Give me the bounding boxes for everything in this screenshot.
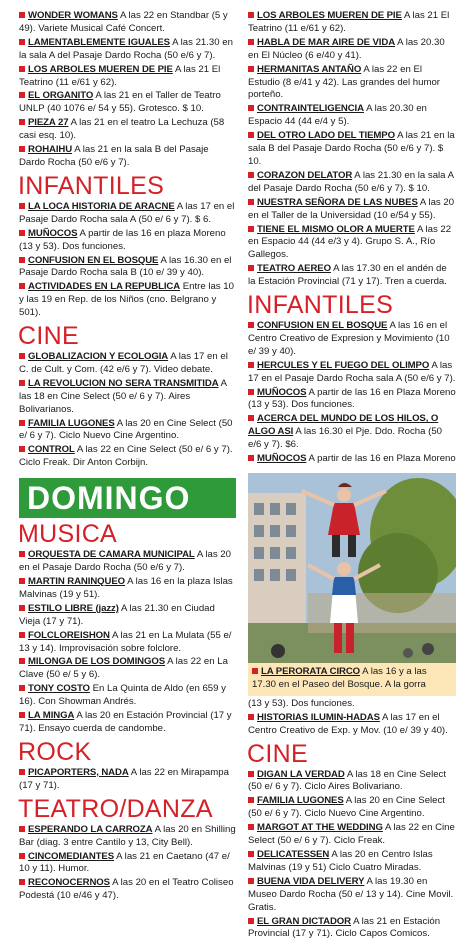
- bullet-icon: [19, 879, 25, 885]
- bullet-icon: [19, 119, 25, 125]
- listing-details: A las 17.30 en el andén de la Estación Provincial (71 y 17). Tren a cuerda.: [248, 263, 447, 288]
- bullet-icon: [252, 668, 258, 674]
- listing-details: A las 20 en Centro Islas Malvinas (19 y 51) Ciclo Cuatro Miradas.: [248, 848, 433, 873]
- listing-entry: [19, 603, 236, 629]
- listing-details: A las 20 en el Taller de la Universidad (10 e/54 y 55).: [248, 196, 455, 221]
- listing-entry: [248, 360, 456, 386]
- bullet-icon: [19, 257, 25, 263]
- left-column: [19, 10, 236, 904]
- listing-details: A las 16 en la plaza Islas Malvinas (19 y 51).: [19, 576, 233, 600]
- bullet-icon: [248, 39, 254, 45]
- listing-title: DIGAN LA VERDAD: [257, 768, 345, 780]
- listing-details: A las 21 en el teatro La Lechuza (58 casi esq. 10).: [19, 117, 225, 142]
- bullet-icon: [19, 12, 25, 18]
- bullet-icon: [248, 415, 254, 421]
- bullet-icon: [248, 851, 254, 857]
- listing-details: A las 22 en Cine Select (50 e/ 6 y 7). Ciclo Freak. Dir Anton Corbijn.: [19, 444, 233, 469]
- right-column: [248, 10, 456, 942]
- bullet-icon: [248, 132, 254, 138]
- listing-title: LOS ARBOLES MUEREN DE PIE: [257, 10, 402, 21]
- listing-details: A las 21.30 en la sala A del Pasaje Dardo Rocha (50 e/6 y 7). $ 10.: [248, 169, 454, 194]
- listing-title: MUÑOCOS: [257, 386, 307, 398]
- listing-details: A las 22 en Standbar (5 y 49). Variete Musical Café Concert.: [19, 10, 228, 34]
- listing-title: ACERCA DEL MUNDO DE LOS HILOS, O ALGO ASI: [248, 413, 439, 438]
- theatre-listings-left: [19, 10, 236, 170]
- listing-entry: [248, 197, 456, 223]
- bullet-icon: [19, 685, 25, 691]
- listing-entry: [248, 769, 456, 795]
- listing-entry: [248, 170, 456, 196]
- listing-title: CONTRAINTELIGENCIA: [257, 103, 364, 115]
- listing-title: BUENA VIDA DELIVERY: [257, 875, 365, 887]
- listing-details: A las 17 en el Pasaje Dardo Rocha sala A (50 e/ 6 y 7). $ 6.: [19, 200, 235, 225]
- listing-details: A las 17 en el C. de Cult. y Com. (42 e/6 y 7). Video debate.: [19, 351, 228, 375]
- caption-entry: [252, 666, 452, 692]
- listing-details: A partir de las 16 en Plaza Moreno: [306, 453, 456, 465]
- bullet-icon: [19, 769, 25, 775]
- bullet-icon: [19, 230, 25, 236]
- bullet-icon: [19, 353, 25, 359]
- listing-title: GLOBALIZACION Y ECOLOGIA: [28, 351, 169, 363]
- bullet-icon: [19, 632, 25, 638]
- bullet-icon: [248, 226, 254, 232]
- listing-title: MARTIN RANINQUEO: [28, 576, 125, 587]
- cine-listings-left: [19, 351, 236, 470]
- listing-title: CINCOMEDIANTES: [28, 850, 115, 862]
- bullet-icon: [19, 146, 25, 152]
- bullet-icon: [248, 389, 254, 395]
- listing-title: ESPERANDO LA CARROZA: [28, 823, 153, 835]
- listing-entry: [19, 228, 236, 254]
- bullet-icon: [248, 455, 254, 461]
- listing-title: HERCULES Y EL FUEGO DEL OLIMPO: [257, 359, 430, 371]
- section-heading-rock: ROCK: [18, 737, 92, 766]
- listing-details: A las 21.30 en Ciudad Vieja (17 y 71).: [19, 602, 215, 627]
- listing-entry: [248, 712, 456, 738]
- infantiles-listings-right-after: [248, 712, 456, 738]
- musica-listings: [19, 549, 236, 736]
- listing-title: HABLA DE MAR AIRE DE VIDA: [257, 36, 396, 48]
- listing-details: A las 21 en Estación Provincial (17 y 71). Ciclo Capos Comicos.: [248, 915, 441, 940]
- caption-continuation: (13 y 53). Dos funciones.: [248, 697, 355, 709]
- bullet-icon: [248, 714, 254, 720]
- listing-entry: [248, 64, 456, 103]
- listing-entry: [19, 144, 236, 170]
- bullet-icon: [19, 203, 25, 209]
- listing-entry: [248, 795, 456, 821]
- listing-details: A las 21 en la sala B del Pasaje Dardo Rocha (50 e/6 y 7). $ 10.: [248, 130, 455, 167]
- photo-caption: [248, 663, 456, 696]
- section-heading-cine-right: CINE: [247, 739, 308, 768]
- listing-title: PICAPORTERS, NADA: [28, 766, 129, 778]
- listing-title: MILONGA DE LOS DOMINGOS: [28, 656, 165, 668]
- listing-entry: [248, 413, 456, 452]
- section-heading-infantiles: INFANTILES: [18, 171, 165, 200]
- listing-details: A las 20.30 en Espacio 44 (44 e/4 y 5).: [248, 103, 427, 128]
- listing-title: WONDER WOMANS: [28, 10, 118, 21]
- bullet-icon: [19, 380, 25, 386]
- listing-details: A las 21.30 en la sala A del Pasaje Dardo Rocha (50 e/6 y 7).: [19, 36, 233, 61]
- listing-entry: [19, 576, 236, 602]
- listing-entry: [248, 387, 456, 413]
- listing-title: EL GRAN DICTADOR: [257, 915, 351, 927]
- section-heading-infantiles-right: INFANTILES: [247, 291, 394, 320]
- bullet-icon: [19, 66, 25, 72]
- cine-listings-right: [248, 769, 456, 942]
- bullet-icon: [248, 265, 254, 271]
- listing-title: DELICATESSEN: [257, 848, 330, 860]
- listing-entry: [19, 281, 236, 320]
- listing-entry: [19, 683, 236, 709]
- listing-entry: [248, 103, 456, 129]
- listing-details: A las 17 en el Centro Creativo de Exp. y Mov. (10 e/ 39 y 40).: [248, 711, 448, 736]
- listing-details: A las 20 en Shilling Bar (diag. 3 entre Cantilo y 13, City Bell).: [19, 823, 236, 848]
- listing-details: Entre las 10 y las 19 en Rep. de los Niños (cno. Belgrano y 501).: [19, 281, 234, 319]
- bullet-icon: [19, 578, 25, 584]
- listing-details: A las 21 en Caetano (47 e/ 10 y 11). Humor.: [19, 850, 230, 875]
- listing-entry: [19, 630, 236, 656]
- day-banner-domingo: DOMINGO: [19, 478, 236, 518]
- listing-entry: [248, 453, 456, 466]
- bullet-icon: [248, 824, 254, 830]
- bullet-icon: [248, 199, 254, 205]
- listing-title: FOLCLOREISHON: [28, 629, 110, 641]
- listing-details: A las 16.30 en el Pasaje Dardo Rocha sala B (10 e/ 39 y 40).: [19, 254, 232, 279]
- listing-title: TIENE EL MISMO OLOR A MUERTE: [257, 223, 415, 235]
- listing-title: EL ORGANITO: [28, 90, 94, 102]
- listing-title: FAMILIA LUGONES: [28, 417, 115, 429]
- listing-title: HISTORIAS ILUMIN-HADAS: [257, 711, 380, 723]
- listing-title: ORQUESTA DE CAMARA MUNICIPAL: [28, 549, 195, 561]
- listing-entry: [248, 320, 456, 359]
- listing-details: A las 17 en el Pasaje Dardo Rocha sala A (50 e/6 y 7).: [248, 359, 456, 384]
- bullet-icon: [19, 658, 25, 664]
- bullet-icon: [19, 826, 25, 832]
- bullet-icon: [19, 446, 25, 452]
- listing-details: A las 19.30 en Museo Dardo Rocha (50 e/ 13 y 14). Cine Movil. Gratis.: [248, 875, 454, 913]
- listing-details: A las 20.30 en El Núcleo (6 e/40 y 41).: [248, 36, 445, 61]
- listing-entry: [248, 224, 456, 263]
- listing-details: A las 21 en La Mulata (55 e/ 13 y 14). Improvisación sobre folclore.: [19, 629, 232, 654]
- listing-entry: [19, 90, 236, 116]
- listing-details: A las 16.30 el Pje. Ddo. Rocha (50 e/6 y 7). $6.: [248, 426, 443, 451]
- listing-details: A las 22 en La Clave (50 e/ 5 y 6).: [19, 656, 228, 681]
- bullet-icon: [19, 712, 25, 718]
- caption-title: LA PERORATA CIRCO: [261, 666, 361, 677]
- listing-entry: [19, 767, 236, 793]
- bullet-icon: [248, 322, 254, 328]
- bullet-icon: [248, 771, 254, 777]
- listing-entry: [19, 37, 236, 63]
- listing-title: FAMILIA LUGONES: [257, 795, 344, 807]
- listing-title: PIEZA 27: [28, 117, 69, 129]
- section-heading-musica: MUSICA: [18, 520, 118, 549]
- listing-details: A las 20 en el Pasaje Dardo Rocha (50 e/6 y 7).: [19, 549, 231, 574]
- bullet-icon: [19, 283, 25, 289]
- listing-details: A partir de las 16 en plaza Moreno (13 y 53). Dos funciones.: [19, 227, 226, 252]
- listing-entry: [248, 849, 456, 875]
- bullet-icon: [248, 172, 254, 178]
- listing-details: En La Quinta de Aldo (en 659 y 16). Con Showman Andrés.: [19, 683, 226, 708]
- listing-details: A las 20 en Cine Select (50 e/ 6 y 7). Ciclo Nuevo Cine Argentino.: [19, 417, 233, 442]
- bullet-icon: [19, 420, 25, 426]
- listing-entry: [19, 824, 236, 850]
- listing-details: A partir de las 16 en Plaza Moreno (13 y 53). Dos funciones.: [248, 386, 456, 411]
- listing-title: ROHAIHU: [28, 144, 73, 156]
- listing-title: ESTILO LIBRE (jazz): [28, 602, 119, 614]
- bullet-icon: [19, 853, 25, 859]
- section-heading-cine: CINE: [18, 322, 79, 351]
- listing-entry: [248, 10, 456, 36]
- bullet-icon: [19, 92, 25, 98]
- listing-title: CONTROL: [28, 444, 75, 456]
- listing-title: MUÑOCOS: [28, 227, 78, 239]
- bullet-icon: [248, 66, 254, 72]
- listing-title: ACTIVIDADES EN LA REPUBLICA: [28, 281, 181, 293]
- circus-performers-illustration: [248, 473, 456, 663]
- listing-entry: [19, 378, 236, 417]
- listing-title: TONY COSTO: [28, 683, 90, 695]
- listing-entry: [19, 877, 236, 903]
- listing-title: LA REVOLUCION NO SERA TRANSMITIDA: [28, 377, 219, 389]
- listing-entry: [248, 822, 456, 848]
- listing-entry: [19, 418, 236, 444]
- listing-details: A las 22 en Mirapampa (17 y 71).: [19, 766, 229, 791]
- listing-entry: [19, 351, 236, 377]
- listing-entry: [19, 255, 236, 281]
- listing-title: LA MINGA: [28, 710, 75, 722]
- listing-entry: [19, 549, 236, 575]
- listing-details: A las 21 en el Taller de Teatro UNLP (40 1076 e/ 54 y 55). Grotesco. $ 10.: [19, 90, 221, 115]
- bullet-icon: [19, 39, 25, 45]
- listing-entry: [248, 37, 456, 63]
- listing-entry: [19, 444, 236, 470]
- listing-title: TEATRO AEREO: [257, 263, 331, 275]
- section-heading-teatro-danza: TEATRO/DANZA: [18, 794, 213, 823]
- listing-title: HERMANITAS ANTAÑO: [257, 63, 362, 75]
- listing-title: DEL OTRO LADO DEL TIEMPO: [257, 130, 395, 142]
- listing-entry: [19, 851, 236, 877]
- listing-title: MUÑOCOS: [257, 453, 307, 465]
- theatre-listings-right: [248, 10, 456, 289]
- listing-details: A las 16 en el Centro Creativo de Expresion y Movimiento (10 e/ 39 y 40).: [248, 320, 450, 357]
- caption-text: A las 16 y a las 17.30 en el Paseo del Bosque. A la gorra: [252, 666, 427, 690]
- bullet-icon: [248, 105, 254, 111]
- listing-entry: [19, 64, 236, 90]
- listing-title: MARGOT AT THE WEDDING: [257, 822, 383, 834]
- bullet-icon: [19, 605, 25, 611]
- teatro-danza-listings: [19, 824, 236, 903]
- bullet-icon: [248, 362, 254, 368]
- listing-title: CONFUSION EN EL BOSQUE: [28, 254, 159, 266]
- listing-details: A las 20 en el Teatro Coliseo Podestá (10 e/46 y 47).: [19, 877, 234, 902]
- listing-entry: [248, 130, 456, 169]
- bullet-icon: [19, 551, 25, 557]
- bullet-icon: [248, 797, 254, 803]
- listing-entry: [19, 201, 236, 227]
- listing-title: LOS ARBOLES MUEREN DE PIE: [28, 63, 173, 75]
- listing-entry: [248, 876, 456, 915]
- listing-entry: [19, 656, 236, 682]
- listing-title: CONFUSION EN EL BOSQUE: [257, 320, 388, 332]
- listing-title: LAMENTABLEMENTE IGUALES: [28, 36, 170, 48]
- listing-title: NUESTRA SEÑORA DE LAS NUBES: [257, 196, 418, 208]
- listing-details: A las 20 en Cine Select (50 e/ 6 y 7). Ciclo Nuevo Cine Argentino.: [248, 795, 445, 820]
- rock-listings: [19, 767, 236, 793]
- listing-details: A las 18 en Cine Select (50 e/ 6 y 7). Aires Bolivarianos.: [19, 377, 227, 415]
- listing-details: A las 22 en Cine Select (50 e/ 6 y 7). Ciclo Freak.: [248, 822, 455, 847]
- bullet-icon: [248, 12, 254, 18]
- listing-details: A las 20 en Estación Provincial (17 y 71). Ensayo cuerda de candombe.: [19, 710, 232, 734]
- listing-entry: [19, 117, 236, 143]
- listing-details: A las 21 El Teatrino (11 e/61 y 62).: [248, 10, 450, 34]
- listing-details: A las 21 El Teatrino (11 e/61 y 62).: [19, 63, 221, 88]
- listing-title: RECONOCERNOS: [28, 877, 110, 889]
- listing-entry: [248, 263, 456, 289]
- listing-entry: [19, 710, 236, 736]
- infantiles-listings-left: [19, 201, 236, 320]
- listing-details: A las 18 en Cine Select (50 e/ 6 y 7). Ciclo Aires Bolivariano.: [248, 768, 447, 793]
- listing-details: A las 22 en Espacio 44 (44 e/3 y 4). Grupo S. A., Río Gallegos.: [248, 223, 452, 261]
- circus-photo: [248, 473, 456, 663]
- listing-entry: [19, 10, 236, 36]
- infantiles-listings-right: [248, 320, 456, 466]
- bullet-icon: [248, 878, 254, 884]
- listing-details: A las 21 en la sala B del Pasaje Dardo Rocha (50 e/6 y 7).: [19, 144, 209, 168]
- listing-title: CORAZON DELATOR: [257, 169, 353, 181]
- listing-details: A las 22 en El Estudio (8 e/41 y 42). Las grandes del humor porteño.: [248, 63, 440, 101]
- listing-title: LA LOCA HISTORIA DE ARACNE: [28, 200, 175, 212]
- listing-entry: [248, 916, 456, 942]
